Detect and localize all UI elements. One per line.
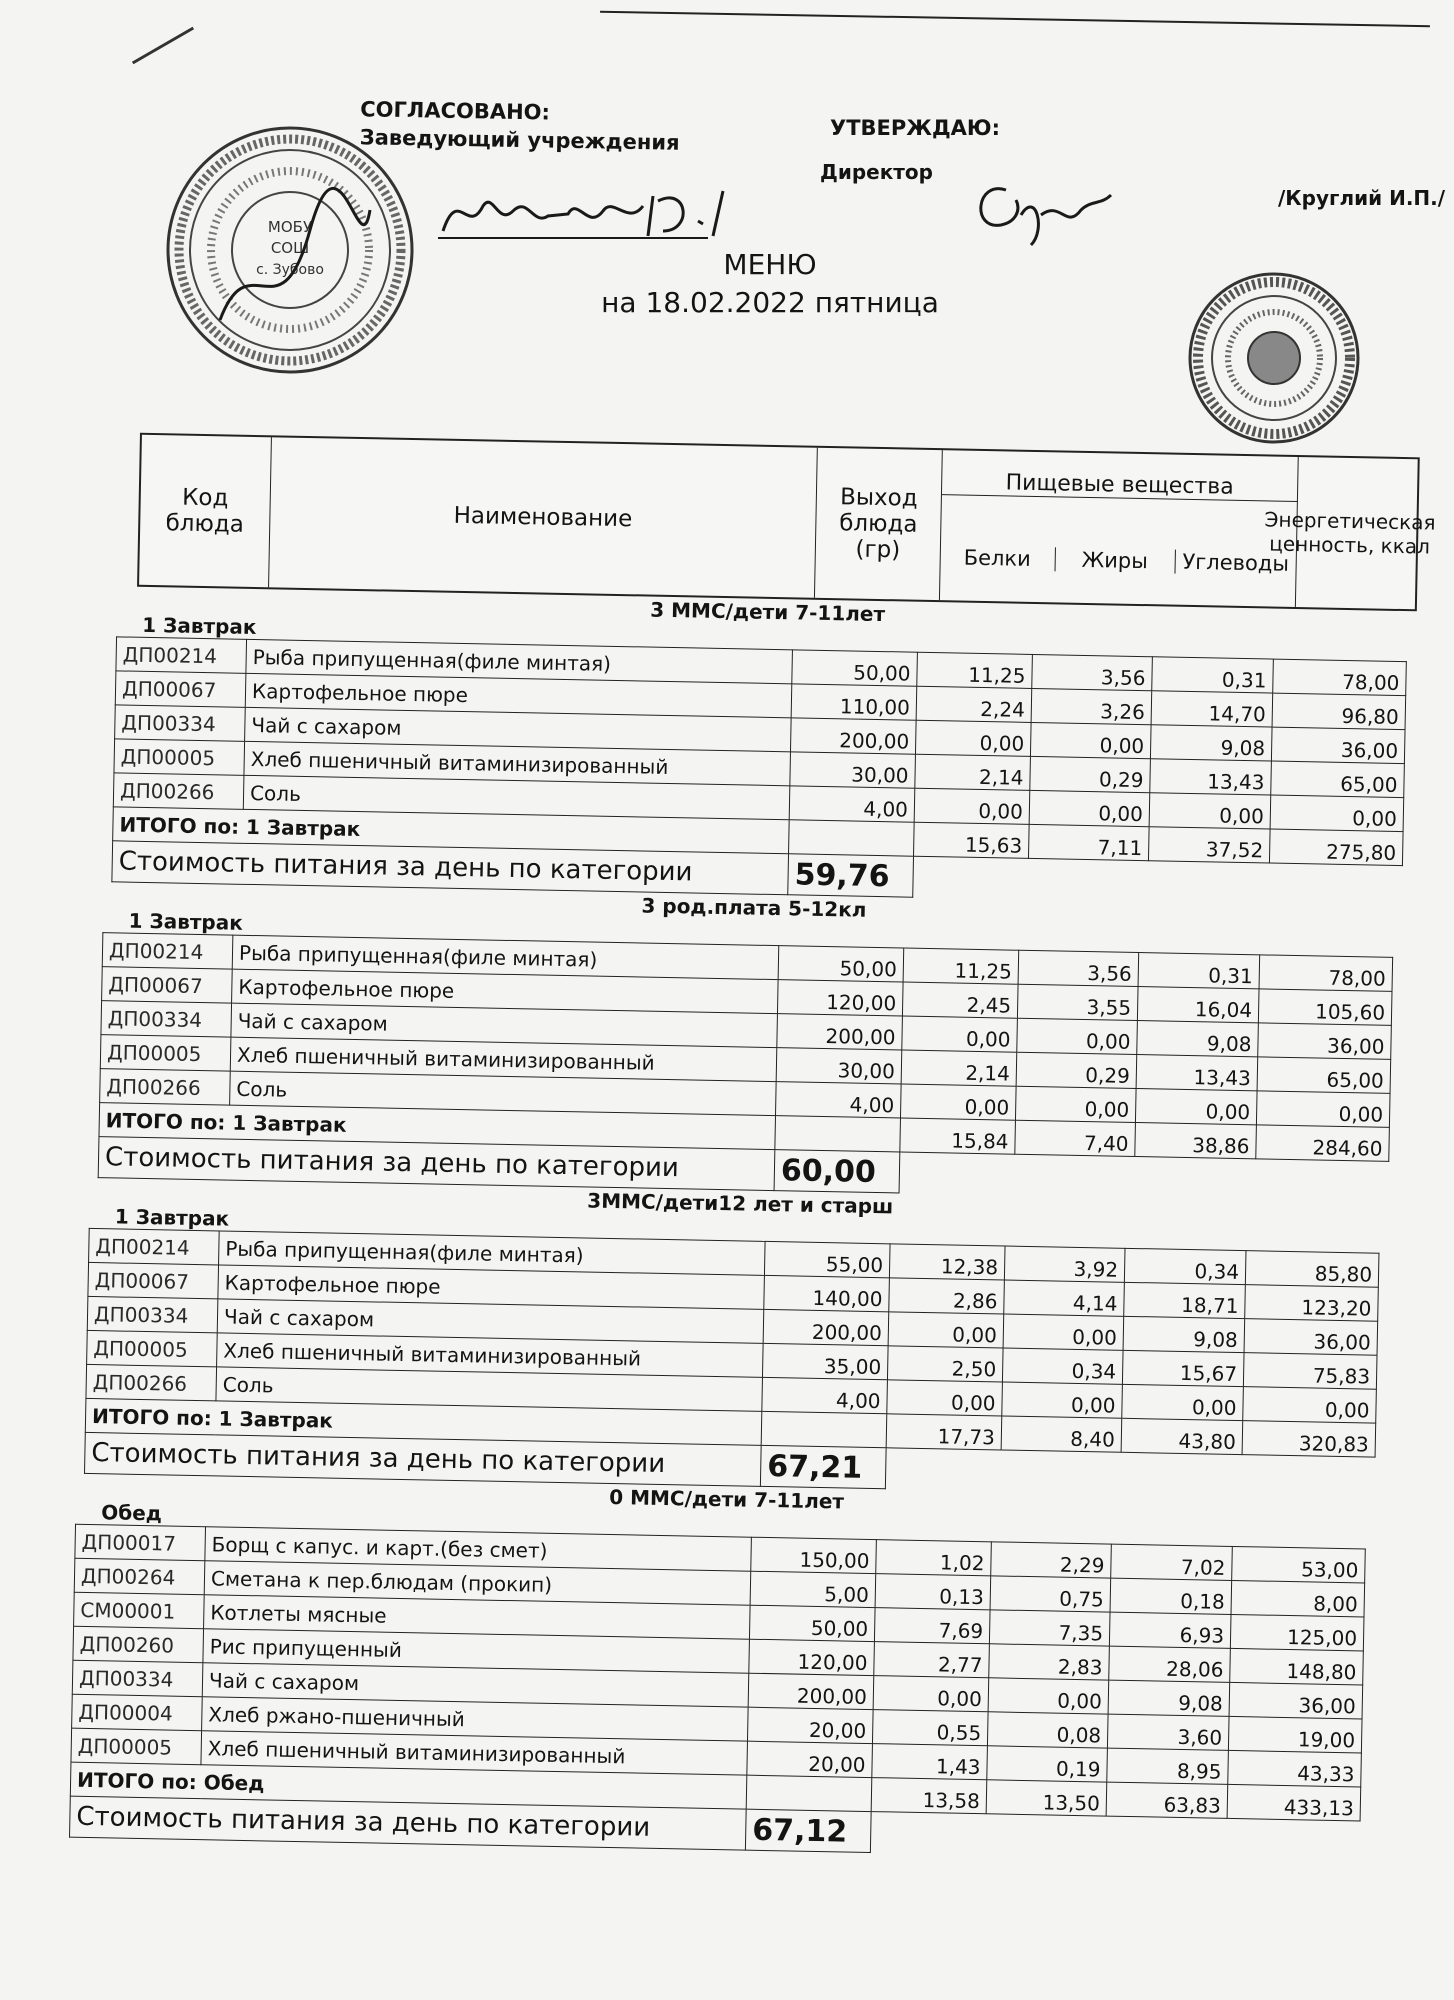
dish-name: Картофельное пюре <box>245 673 792 717</box>
total-protein: 13,58 <box>871 1778 987 1814</box>
dish-carbs: 16,04 <box>1137 987 1259 1023</box>
dish-fat: 2,29 <box>991 1542 1112 1578</box>
dish-energy: 105,60 <box>1258 989 1392 1026</box>
dish-energy: 78,00 <box>1273 659 1407 696</box>
dish-fat: 0,00 <box>1017 1018 1138 1054</box>
dish-energy: 75,83 <box>1243 1353 1377 1390</box>
dish-energy: 36,00 <box>1258 1023 1392 1060</box>
header-fat: Жиры <box>1055 547 1175 573</box>
dish-yield: 50,00 <box>778 946 904 982</box>
director-role: Директор <box>820 160 933 184</box>
dish-carbs: 9,08 <box>1150 725 1272 761</box>
total-fat: 7,40 <box>1015 1120 1136 1156</box>
dish-carbs: 7,02 <box>1111 1544 1233 1580</box>
dish-yield: 50,00 <box>749 1605 875 1641</box>
dish-code: ДП00334 <box>115 705 246 741</box>
cost-blank <box>870 1812 1360 1862</box>
cost-value: 67,12 <box>745 1809 871 1852</box>
dish-protein: 2,86 <box>889 1278 1005 1314</box>
dish-yield: 35,00 <box>762 1343 888 1379</box>
total-protein: 15,63 <box>914 822 1030 858</box>
dish-protein: 0,00 <box>887 1380 1003 1416</box>
dish-name: Чай с сахаром <box>217 1299 764 1343</box>
dish-carbs: 0,18 <box>1110 1578 1232 1614</box>
dish-code: ДП00334 <box>101 1001 232 1037</box>
total-carbs: 63,83 <box>1106 1782 1228 1818</box>
section-meal: Обед <box>101 1500 163 1526</box>
dish-name: Рис припущенный <box>203 1629 750 1673</box>
dish-energy: 65,00 <box>1271 761 1405 798</box>
dish-code: ДП00005 <box>87 1330 218 1366</box>
dish-fat: 0,08 <box>987 1712 1108 1748</box>
title-main: МЕНЮ <box>723 248 817 281</box>
dish-fat: 0,00 <box>1015 1086 1136 1122</box>
dish-name: Чай с сахаром <box>245 707 792 751</box>
dish-name: Котлеты мясные <box>204 1595 751 1639</box>
dish-fat: 4,14 <box>1004 1280 1125 1316</box>
dish-code: ДП00214 <box>102 933 233 969</box>
dish-protein: 2,14 <box>915 754 1031 790</box>
table-header <box>137 433 1436 612</box>
dish-yield: 30,00 <box>790 752 916 788</box>
total-label: ИТОГО по: 1 Завтрак <box>113 807 790 854</box>
dish-name: Картофельное пюре <box>232 969 779 1013</box>
dish-yield: 150,00 <box>751 1537 877 1573</box>
dish-name: Чай с сахаром <box>202 1663 749 1707</box>
section-category: 0 ММС/дети 7-11лет <box>609 1484 845 1514</box>
menu-section <box>91 586 1416 907</box>
dish-energy: 19,00 <box>1228 1716 1362 1753</box>
dish-energy: 36,00 <box>1244 1319 1378 1356</box>
dish-energy: 125,00 <box>1230 1614 1364 1651</box>
dish-code: ДП00067 <box>102 967 233 1003</box>
dish-name: Рыба припущенная(филе минтая) <box>219 1231 766 1275</box>
dish-energy: 148,80 <box>1230 1648 1364 1685</box>
dish-energy: 0,00 <box>1243 1387 1377 1424</box>
section-category: 3 род.плата 5-12кл <box>641 893 867 922</box>
school-round-stamp <box>160 120 420 380</box>
dish-energy: 36,00 <box>1229 1682 1363 1719</box>
total-protein: 17,73 <box>886 1414 1002 1450</box>
dish-code: ДП00017 <box>75 1524 206 1560</box>
dish-name: Хлеб пшеничный витаминизированный <box>201 1731 748 1775</box>
dish-carbs: 0,00 <box>1135 1089 1257 1125</box>
dish-protein: 0,00 <box>914 788 1030 824</box>
official-round-stamp <box>1184 268 1364 448</box>
dish-protein: 7,69 <box>874 1608 990 1644</box>
stamp-text-1: МОБУ <box>267 218 313 236</box>
agreed-role: Заведующий учреждения <box>359 125 680 155</box>
dish-yield: 50,00 <box>792 650 918 686</box>
total-yield-empty <box>775 1116 901 1152</box>
dish-carbs: 9,08 <box>1123 1316 1245 1352</box>
dish-code: ДП00334 <box>72 1660 203 1696</box>
dish-protein: 11,25 <box>903 948 1019 984</box>
dish-energy: 96,80 <box>1272 693 1406 730</box>
dish-name: Картофельное пюре <box>218 1265 765 1309</box>
dish-carbs: 0,31 <box>1152 657 1274 693</box>
dish-energy: 78,00 <box>1259 955 1393 992</box>
header-energy: Энергетическая ценность, ккал <box>1264 507 1436 559</box>
dish-name: Рыба припущенная(филе минтая) <box>232 935 779 979</box>
header-name: Наименование <box>269 437 818 597</box>
dish-yield: 200,00 <box>790 718 916 754</box>
header-protein: Белки <box>940 545 1055 571</box>
cost-label: Стоимость питания за день по категории <box>98 1137 775 1191</box>
dish-yield: 4,00 <box>789 786 915 822</box>
document-title <box>520 246 1020 322</box>
section-table <box>84 1228 1379 1499</box>
dish-protein: 11,25 <box>917 652 1033 688</box>
menu-section <box>64 1178 1405 1500</box>
dish-energy: 65,00 <box>1257 1057 1391 1094</box>
dish-yield: 120,00 <box>749 1639 875 1675</box>
dish-yield: 200,00 <box>777 1014 903 1050</box>
dish-code: ДП00005 <box>71 1728 202 1764</box>
total-yield-empty <box>761 1411 887 1447</box>
dish-code: ДП00005 <box>114 739 245 775</box>
cost-value: 67,21 <box>760 1445 886 1488</box>
stamp-text-2: СОШ <box>270 239 310 257</box>
dish-name: Соль <box>216 1367 763 1411</box>
dish-protein: 1,43 <box>872 1744 988 1780</box>
total-carbs: 37,52 <box>1148 827 1270 863</box>
dish-protein: 0,55 <box>872 1710 988 1746</box>
dish-yield: 200,00 <box>748 1673 874 1709</box>
dish-fat: 0,00 <box>1003 1314 1124 1350</box>
dish-fat: 3,56 <box>1032 654 1153 690</box>
dish-carbs: 9,08 <box>1137 1021 1259 1057</box>
dish-code: ДП00067 <box>88 1262 219 1298</box>
dish-carbs: 0,31 <box>1138 953 1260 989</box>
dish-protein: 12,38 <box>889 1244 1005 1280</box>
dish-yield: 120,00 <box>777 980 903 1016</box>
total-energy: 284,60 <box>1256 1125 1390 1162</box>
dish-yield: 5,00 <box>750 1571 876 1607</box>
dish-code: ДП00214 <box>116 637 247 673</box>
dish-fat: 2,83 <box>989 1644 1110 1680</box>
dish-carbs: 18,71 <box>1124 1282 1246 1318</box>
header-nutrients <box>940 450 1299 607</box>
dish-fat: 3,26 <box>1031 688 1152 724</box>
dish-yield: 30,00 <box>776 1048 902 1084</box>
director-name: /Круглий И.П./ <box>1278 186 1446 210</box>
section-table <box>111 636 1406 907</box>
dish-code: ДП00005 <box>100 1035 231 1071</box>
menu-sheet <box>73 432 1436 1863</box>
dish-protein: 0,00 <box>888 1312 1004 1348</box>
dish-energy: 8,00 <box>1231 1580 1365 1617</box>
dish-fat: 0,29 <box>1016 1052 1137 1088</box>
dish-fat: 3,92 <box>1004 1246 1125 1282</box>
dish-name: Хлеб ржано-пшеничный <box>202 1697 749 1741</box>
dish-name: Чай с сахаром <box>231 1003 778 1047</box>
dish-protein: 0,00 <box>902 1016 1018 1052</box>
cost-value: 60,00 <box>774 1150 900 1193</box>
dish-fat: 0,00 <box>988 1678 1109 1714</box>
dish-carbs: 8,95 <box>1107 1748 1229 1784</box>
total-energy: 275,80 <box>1269 829 1403 866</box>
dish-carbs: 13,43 <box>1150 759 1272 795</box>
dish-code: ДП00266 <box>113 773 244 809</box>
dish-carbs: 15,67 <box>1122 1350 1244 1386</box>
total-carbs: 38,86 <box>1135 1123 1257 1159</box>
dish-yield: 110,00 <box>791 684 917 720</box>
pen-mark <box>132 27 194 65</box>
dish-code: СМ00001 <box>74 1592 205 1628</box>
total-fat: 8,40 <box>1001 1416 1122 1452</box>
dish-protein: 2,50 <box>887 1346 1003 1382</box>
stamp-text-3: с. Зубово <box>256 262 324 278</box>
total-carbs: 43,80 <box>1121 1418 1243 1454</box>
dish-energy: 0,00 <box>1256 1091 1390 1128</box>
dish-fat: 0,75 <box>990 1576 1111 1612</box>
total-yield-empty <box>789 820 915 856</box>
dish-carbs: 9,08 <box>1108 1680 1230 1716</box>
dish-protein: 2,24 <box>916 686 1032 722</box>
dish-carbs: 3,60 <box>1107 1714 1229 1750</box>
dish-carbs: 0,00 <box>1122 1384 1244 1420</box>
dish-name: Соль <box>243 775 790 819</box>
dish-fat: 0,34 <box>1002 1348 1123 1384</box>
total-yield-empty <box>746 1775 872 1811</box>
dish-energy: 85,80 <box>1245 1251 1379 1288</box>
section-meal: 1 Завтрак <box>128 908 244 935</box>
cost-label: Стоимость питания за день по категории <box>112 841 789 895</box>
cost-label: Стоимость питания за день по категории <box>85 1432 762 1486</box>
dish-yield: 20,00 <box>747 1707 873 1743</box>
dish-protein: 0,13 <box>875 1574 991 1610</box>
dish-energy: 53,00 <box>1232 1546 1366 1583</box>
dish-protein: 2,14 <box>901 1050 1017 1086</box>
dish-code: ДП00266 <box>86 1364 217 1400</box>
dish-yield: 55,00 <box>764 1241 890 1277</box>
dish-energy: 43,33 <box>1228 1750 1362 1787</box>
header-yield: Выход блюда (гр) <box>815 448 943 600</box>
dish-fat: 3,56 <box>1018 950 1139 986</box>
total-energy: 320,83 <box>1242 1421 1376 1458</box>
section-category: 3ММС/дети12 лет и старш <box>587 1188 894 1219</box>
dish-code: ДП00260 <box>73 1626 204 1662</box>
title-date: на 18.02.2022 пятница <box>601 286 939 319</box>
section-table <box>69 1524 1366 1863</box>
section-meal: 1 Завтрак <box>114 1204 230 1231</box>
total-energy: 433,13 <box>1227 1784 1361 1821</box>
dish-protein: 2,77 <box>874 1642 990 1678</box>
section-table <box>98 932 1393 1203</box>
dish-protein: 0,00 <box>873 1676 989 1712</box>
menu-section <box>49 1473 1400 1863</box>
dish-code: ДП00067 <box>115 671 246 707</box>
total-label: ИТОГО по: Обед <box>70 1762 747 1809</box>
dish-yield: 20,00 <box>747 1741 873 1777</box>
dish-carbs: 0,00 <box>1149 793 1271 829</box>
dish-code: ДП00334 <box>87 1296 218 1332</box>
dish-fat: 0,00 <box>1002 1382 1123 1418</box>
dish-name: Рыба припущенная(филе минтая) <box>246 639 793 683</box>
dish-fat: 0,00 <box>1029 790 1150 826</box>
total-label: ИТОГО по: 1 Завтрак <box>99 1103 776 1150</box>
total-fat: 13,50 <box>986 1780 1107 1816</box>
dish-name: Сметана к пер.блюдам (прокип) <box>204 1561 751 1605</box>
dish-yield: 4,00 <box>776 1082 902 1118</box>
dish-name: Соль <box>230 1071 777 1115</box>
confirm-label: УТВЕРЖДАЮ: <box>830 116 1000 140</box>
dish-name: Борщ с капус. и карт.(без смет) <box>205 1527 752 1571</box>
header-code: Код блюда <box>139 435 272 587</box>
dish-carbs: 13,43 <box>1136 1055 1258 1091</box>
scan-border-line <box>600 11 1430 27</box>
dish-name: Хлеб пшеничный витаминизированный <box>217 1333 764 1377</box>
total-protein: 15,84 <box>900 1118 1016 1154</box>
dish-protein: 0,00 <box>915 720 1031 756</box>
section-meal: 1 Завтрак <box>142 612 257 640</box>
dish-yield: 4,00 <box>762 1377 888 1413</box>
header-carbs: Углеводы <box>1182 549 1290 576</box>
dish-carbs: 6,93 <box>1109 1612 1231 1648</box>
dish-energy: 36,00 <box>1271 727 1405 764</box>
dish-name: Хлеб пшеничный витаминизированный <box>244 741 791 785</box>
dish-code: ДП00214 <box>89 1228 220 1264</box>
dish-fat: 0,19 <box>987 1746 1108 1782</box>
cost-value: 59,76 <box>788 854 914 897</box>
dish-energy: 0,00 <box>1270 795 1404 832</box>
dish-fat: 3,55 <box>1017 984 1138 1020</box>
dish-carbs: 28,06 <box>1109 1646 1231 1682</box>
total-fat: 7,11 <box>1028 824 1149 860</box>
header-nutrients-label: Пищевые вещества <box>941 469 1297 502</box>
agreed-label: СОГЛАСОВАНО: <box>360 97 551 125</box>
total-label: ИТОГО по: 1 Завтрак <box>85 1398 762 1445</box>
agreed-signature <box>438 176 738 246</box>
dish-carbs: 14,70 <box>1151 691 1273 727</box>
menu-section <box>78 882 1411 1203</box>
dish-yield: 200,00 <box>763 1309 889 1345</box>
dish-protein: 0,00 <box>900 1084 1016 1120</box>
dish-protein: 2,45 <box>902 982 1018 1018</box>
cost-label: Стоимость питания за день по категории <box>70 1796 747 1850</box>
dish-fat: 0,00 <box>1030 722 1151 758</box>
dish-code: ДП00004 <box>72 1694 203 1730</box>
dish-carbs: 0,34 <box>1124 1248 1246 1284</box>
section-category: 3 ММС/дети 7-11лет <box>650 597 886 627</box>
dish-energy: 123,20 <box>1245 1285 1379 1322</box>
dish-code: ДП00266 <box>100 1069 231 1105</box>
dish-name: Хлеб пшеничный витаминизированный <box>230 1037 777 1081</box>
dish-fat: 7,35 <box>989 1610 1110 1646</box>
dish-fat: 0,29 <box>1030 756 1151 792</box>
dish-protein: 1,02 <box>876 1540 992 1576</box>
dish-yield: 140,00 <box>764 1275 890 1311</box>
dish-code: ДП00264 <box>74 1558 205 1594</box>
